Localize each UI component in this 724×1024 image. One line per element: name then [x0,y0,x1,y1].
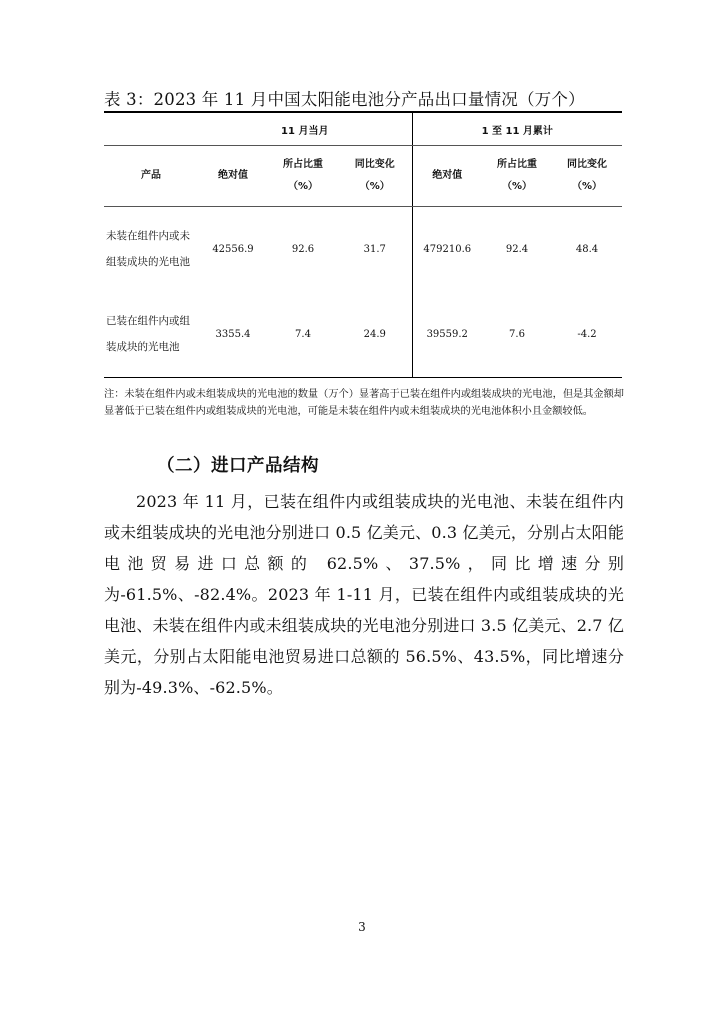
row-month-yoy: 31.7 [363,243,386,255]
table-caption: 表 3：2023 年 11 月中国太阳能电池分产品出口量情况（万个） [104,90,585,109]
body-paragraph-text: 2023 年 11 月，已装在组件内或组装成块的光电池、未装在组件内或未组装成块的光电池分别进口 0.5 亿美元、0.3 亿美元，分别占太阳能电池贸易进口总额的 62.5%、37.5%，同比增速分别为-61.5%、-82.4%。2023 年 1-11 月，已装在组件内或组装成块的光电池、未装在组件内或未组装成块的光电池分别进口 3.5 亿美元、2.7 亿美元，分别占太阳能电池贸易进口总额的 56.5%、43.5%，同比增速分别为-49.3%、-62.5%。 [104,492,624,697]
page-number: 3 [358,920,366,934]
row-product-label: 未装在组件内或未组装成块的光电池 [106,230,190,268]
row-cum-absolute: 39559.2 [412,291,482,378]
section-heading: （二）进口产品结构 [157,456,319,476]
row-cum-yoy: 48.4 [575,243,599,255]
group-header-cumulative: 1 至 11 月累计 [412,112,622,146]
col-header-month-share-unit: （%） [287,181,319,192]
table-row [104,291,622,378]
row-month-yoy: 24.9 [338,291,412,378]
row-month-share: 7.4 [268,291,338,378]
body-paragraph [104,486,624,703]
col-header-product: 产品 [104,146,198,207]
row-month-share: 92.6 [291,243,315,255]
col-header-month-share [268,146,338,207]
col-header-month-yoy [338,146,412,207]
row-cum-yoy: -4.2 [552,291,622,378]
col-header-cum-absolute: 绝对值 [412,146,482,207]
col-header-cum-yoy-label: 同比变化 [567,159,607,170]
col-header-month-yoy-label: 同比变化 [354,159,395,170]
col-header-month-share-label: 所占比重 [283,159,323,170]
col-header-cum-share-label: 所占比重 [497,159,537,170]
row-month-absolute: 3355.4 [198,291,268,378]
row-cum-absolute: 479210.6 [412,207,482,292]
row-cum-share: 92.4 [505,243,529,255]
group-header-spacer [104,112,198,146]
table-row [104,207,622,292]
row-month-absolute: 42556.9 [212,243,254,255]
row-cum-share: 7.6 [482,291,552,378]
col-header-cum-share-unit: （%） [501,181,533,192]
table-note: 注：未装在组件内或未组装成块的光电池的数量（万个）显著高于已装在组件内或组装成块的光电池，但是其金额却显著低于已装在组件内或组装成块的光电池，可能是未装在组件内或未组装成块的光电池体积小且金额较低。 [104,389,624,417]
table-column-header-row [104,146,622,207]
export-volume-table [104,111,622,378]
col-header-month-yoy-unit: （%） [359,181,390,192]
table-group-header-row [104,112,622,146]
col-header-cum-share [482,146,552,207]
col-header-month-absolute: 绝对值 [198,146,268,207]
col-header-cum-yoy [552,146,622,207]
group-header-month: 11 月当月 [198,112,412,146]
col-header-cum-yoy-unit: （%） [571,181,603,192]
row-product-label: 已装在组件内或组装成块的光电池 [104,291,198,378]
